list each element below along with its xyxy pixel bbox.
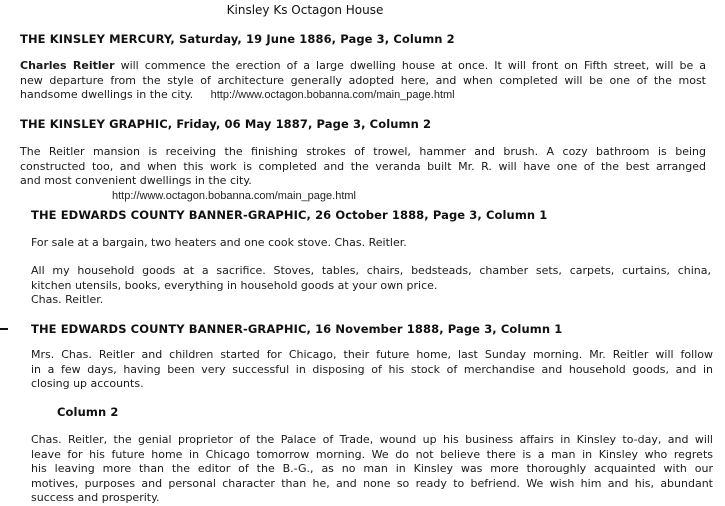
article-line: in a few days, having been very successful in disposing of his stock of merchandise and household goods, and in [31, 362, 713, 376]
article-kinsley-graphic [20, 145, 706, 189]
article-text: handsome dwellings in the city. [20, 88, 194, 101]
article-reitler-departure [31, 348, 713, 392]
article-line: constructed too, and when this work is completed and the veranda built Mr. R. will have one of the best arranged [20, 159, 706, 173]
article-line: All my household goods at a sacrifice. Stoves, tables, chairs, bedsteads, chamber sets, carpets, curtains, china, [31, 264, 711, 277]
article-line: new departure from the style of architecture generally adopted here, and when completed will be one of the most [20, 73, 706, 87]
margin-marker [0, 328, 8, 330]
section-heading-kinsley-mercury: THE KINSLEY MERCURY, Saturday, 19 June 1886, Page 3, Column 2 [20, 32, 455, 46]
article-line: and most convenient dwellings in the city. [20, 174, 252, 187]
article-kinsley-mercury [20, 59, 706, 103]
article-reitler-farewell [31, 433, 713, 506]
article-line [20, 59, 706, 74]
article-line: success and prosperity. [31, 491, 160, 504]
article-line: motives, purposes and personal character than he, and none so ready to befriend. We wish him and his, abundant [31, 476, 713, 490]
section-heading-kinsley-graphic: THE KINSLEY GRAPHIC, Friday, 06 May 1887, Page 3, Column 2 [20, 117, 432, 131]
person-name: Charles Reitler [20, 59, 115, 72]
column-subheading: Column 2 [57, 405, 119, 419]
article-text: will commence the erection of a large dwelling house at once. It will front on Fifth street, will be a [114, 59, 707, 72]
ad-household-goods [31, 264, 711, 308]
source-link[interactable]: http://www.octagon.bobanna.com/main_page.html [112, 190, 356, 202]
article-line: Chas. Reitler, the genial proprietor of the Palace of Trade, wound up his business affairs in Kinsley to-day, and will [31, 433, 713, 446]
source-link[interactable]: http://www.octagon.bobanna.com/main_page.html [210, 89, 455, 101]
page-title: Kinsley Ks Octagon House [226, 3, 384, 17]
article-line: Mrs. Chas. Reitler and children started for Chicago, their future home, last Sunday morning. Mr. Reitler will follow [31, 348, 713, 361]
article-line: leave for his future home in Chicago tomorrow morning. We do not believe there is a man in Kinsley who regrets [31, 447, 713, 461]
ad-for-sale [31, 236, 711, 251]
section-heading-banner-graphic-nov: THE EDWARDS COUNTY BANNER-GRAPHIC, 16 November 1888, Page 3, Column 1 [31, 322, 563, 336]
article-line: kitchen utensils, books, everything in household goods at your own price. [31, 278, 438, 292]
article-line: Chas. Reitler. [31, 293, 104, 306]
article-line: For sale at a bargain, two heaters and one cook stove. Chas. Reitler. [31, 236, 407, 249]
article-line: his leaving more than the editor of the B.-G., as no man in Kinsley was more thoroughly acquainted with our [31, 462, 713, 475]
article-line: The Reitler mansion is receiving the finishing strokes of trowel, hammer and brush. A cozy bathroom is being [20, 145, 706, 158]
article-line [20, 88, 706, 103]
article-line: closing up accounts. [31, 377, 144, 390]
section-heading-banner-graphic-oct: THE EDWARDS COUNTY BANNER-GRAPHIC, 26 October 1888, Page 3, Column 1 [31, 208, 548, 222]
